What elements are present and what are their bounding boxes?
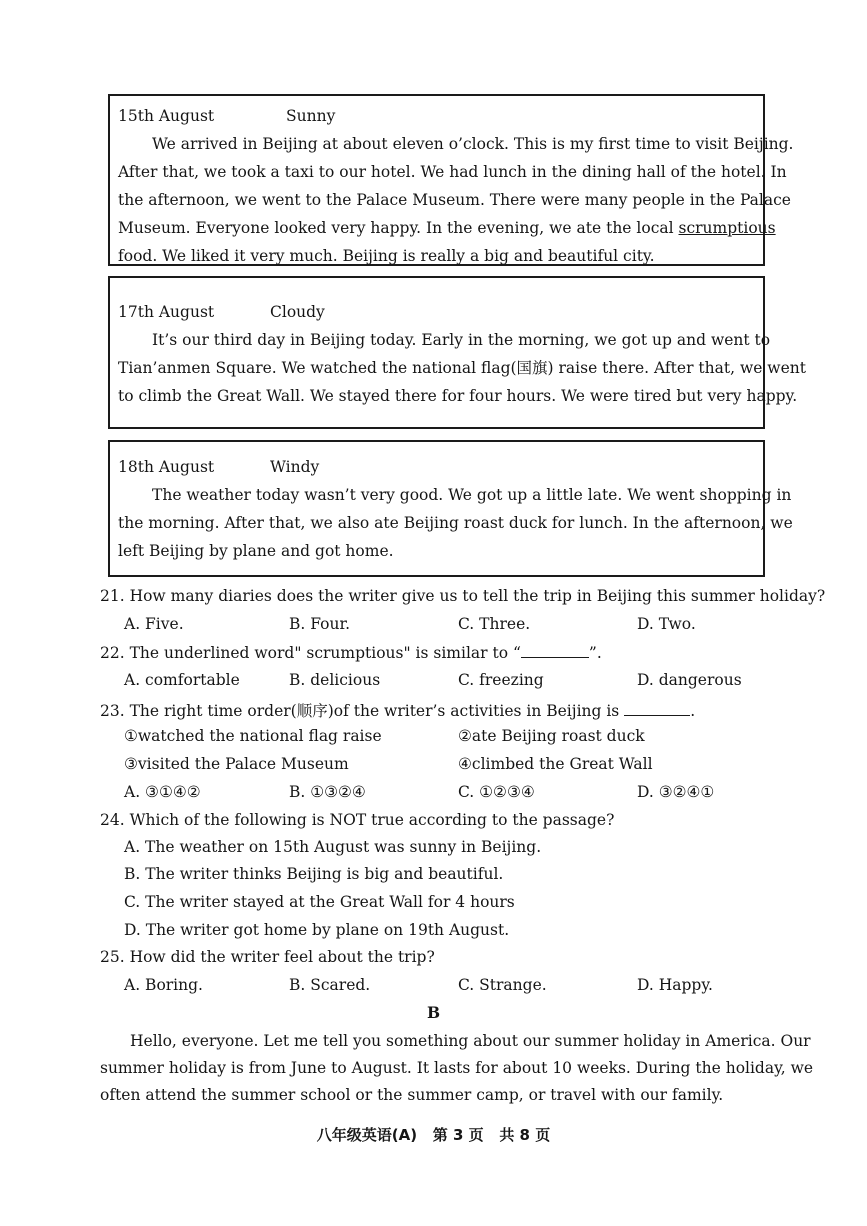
diary-weather: Windy bbox=[270, 458, 320, 476]
passage-line: summer holiday is from June to August. It lasts for about 10 weeks. During the holiday, we bbox=[100, 1059, 814, 1077]
diary-box-17th-august bbox=[108, 276, 806, 429]
question-22-stem-end: ”. bbox=[588, 644, 602, 662]
diary-header bbox=[118, 453, 755, 481]
diary-weather: Cloudy bbox=[270, 303, 325, 321]
diary-header bbox=[118, 102, 755, 130]
diary-line: left Beijing by plane and got home. bbox=[118, 542, 394, 560]
diary-line bbox=[118, 214, 776, 242]
question-23-stem-end: . bbox=[690, 702, 696, 720]
option-24-c[interactable]: C. The writer stayed at the Great Wall for 4 hours bbox=[124, 893, 515, 911]
passage-line: often attend the summer school or the summer camp, or travel with our family. bbox=[100, 1086, 724, 1104]
diary-date: 17th August bbox=[118, 303, 215, 321]
activity-1: ①watched the national flag raise bbox=[124, 727, 382, 745]
diary-line: The weather today wasn’t very good. We got up a little late. We went shopping in bbox=[152, 486, 792, 504]
diary-line: After that, we took a taxi to our hotel. We had lunch in the dining hall of the hotel. In bbox=[118, 163, 787, 181]
option-22-a[interactable]: A. comfortable bbox=[124, 671, 240, 689]
question-24: 24. Which of the following is NOT true according to the passage? bbox=[100, 811, 615, 829]
question-23-stem: 23. The right time order(顺序)of the writer’s activities in Beijing is bbox=[100, 702, 625, 720]
option-25-d[interactable]: D. Happy. bbox=[637, 976, 713, 994]
option-22-d[interactable]: D. dangerous bbox=[637, 671, 742, 689]
activity-3: ③visited the Palace Museum bbox=[124, 755, 349, 773]
section-b-passage bbox=[100, 1028, 814, 1109]
option-24-d[interactable]: D. The writer got home by plane on 19th August. bbox=[124, 921, 510, 939]
diary-line: food. We liked it very much. Beijing is really a big and beautiful city. bbox=[118, 247, 655, 265]
diary-box-15th-august bbox=[108, 94, 794, 266]
diary-text bbox=[118, 481, 793, 565]
section-b-title: B bbox=[426, 1003, 441, 1022]
option-25-b[interactable]: B. Scared. bbox=[289, 976, 371, 994]
option-22-b[interactable]: B. delicious bbox=[289, 671, 381, 689]
option-24-a[interactable]: A. The weather on 15th August was sunny in Beijing. bbox=[124, 838, 542, 856]
option-21-c[interactable]: C. Three. bbox=[458, 615, 531, 633]
activity-4: ④climbed the Great Wall bbox=[458, 755, 653, 773]
answer-blank[interactable] bbox=[521, 643, 589, 658]
option-22-c[interactable]: C. freezing bbox=[458, 671, 544, 689]
question-22-stem: 22. The underlined word" scrumptious" is similar to “ bbox=[100, 644, 521, 662]
diary-line: It’s our third day in Beijing today. Early in the morning, we got up and went to bbox=[152, 331, 771, 349]
option-24-b[interactable]: B. The writer thinks Beijing is big and beautiful. bbox=[124, 865, 504, 883]
diary-line-text: Museum. Everyone looked very happy. In the evening, we ate the local bbox=[118, 219, 679, 237]
diary-line: to climb the Great Wall. We stayed there for four hours. We were tired but very happy. bbox=[118, 387, 798, 405]
option-21-b[interactable]: B. Four. bbox=[289, 615, 351, 633]
diary-line: We arrived in Beijing at about eleven o’clock. This is my first time to visit Beijing. bbox=[152, 135, 794, 153]
option-21-d[interactable]: D. Two. bbox=[637, 615, 696, 633]
diary-text bbox=[118, 130, 794, 270]
question-25: 25. How did the writer feel about the trip? bbox=[100, 948, 435, 966]
diary-date: 15th August bbox=[118, 107, 215, 125]
diary-weather: Sunny bbox=[286, 107, 336, 125]
option-23-b[interactable]: B. ①③②④ bbox=[289, 783, 366, 801]
diary-header bbox=[118, 298, 755, 326]
option-21-a[interactable]: A. Five. bbox=[124, 615, 184, 633]
option-23-a[interactable]: A. ③①④② bbox=[124, 783, 201, 801]
diary-line: the morning. After that, we also ate Beijing roast duck for lunch. In the afternoon, we bbox=[118, 514, 793, 532]
diary-line: the afternoon, we went to the Palace Museum. There were many people in the Palace bbox=[118, 191, 791, 209]
option-25-a[interactable]: A. Boring. bbox=[124, 976, 203, 994]
underlined-word: scrumptious bbox=[678, 219, 776, 237]
option-23-c[interactable]: C. ①②③④ bbox=[458, 783, 535, 801]
diary-date: 18th August bbox=[118, 458, 215, 476]
question-21: 21. How many diaries does the writer give us to tell the trip in Beijing this summer holiday? bbox=[100, 587, 826, 605]
diary-text bbox=[118, 326, 806, 410]
diary-box-18th-august bbox=[108, 440, 793, 577]
activity-2: ②ate Beijing roast duck bbox=[458, 727, 645, 745]
diary-line: Tian’anmen Square. We watched the national flag(国旗) raise there. After that, we went bbox=[118, 359, 806, 377]
page-footer: 八年级英语(A) 第 3 页 共 8 页 bbox=[316, 1126, 551, 1144]
question-23 bbox=[100, 699, 695, 721]
option-25-c[interactable]: C. Strange. bbox=[458, 976, 547, 994]
question-22 bbox=[100, 643, 602, 662]
option-23-d[interactable]: D. ③②④① bbox=[637, 783, 715, 801]
passage-line: Hello, everyone. Let me tell you something about our summer holiday in America. Our bbox=[130, 1032, 811, 1050]
answer-blank[interactable] bbox=[624, 701, 690, 716]
